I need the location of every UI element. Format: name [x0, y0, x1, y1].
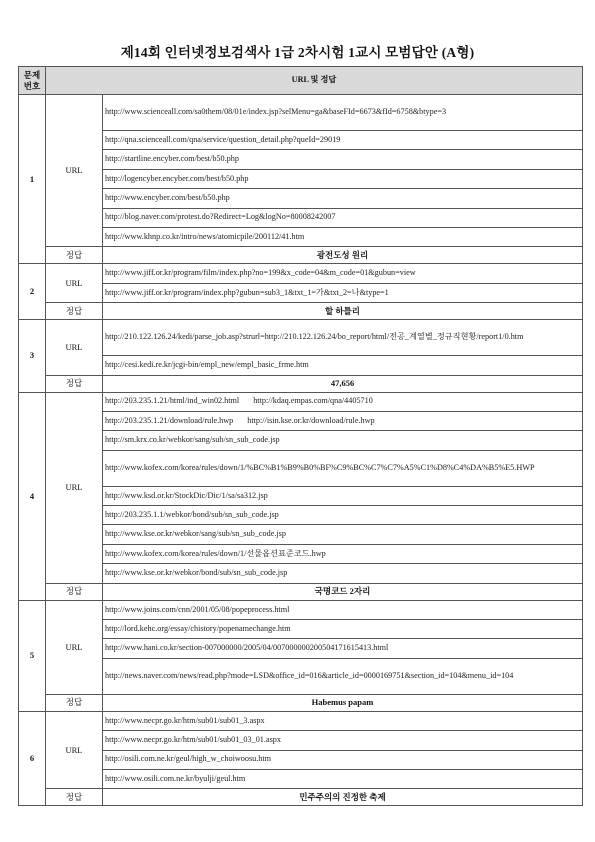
answer-label: 정답: [46, 375, 103, 392]
url-link[interactable]: http://www.jiff.or.kr/program/film/index.php?no=199&x_code=04&m_code=01&gubun=view: [103, 264, 583, 283]
table-row: [19, 544, 583, 563]
answer-row: [19, 303, 583, 320]
url-link[interactable]: http://www.joins.com/cnn/2001/05/08/popeprocess.html: [103, 600, 583, 619]
question-number-header: 문제 번호: [19, 67, 46, 95]
table-row: [19, 189, 583, 208]
url-link[interactable]: http://203.235.1.21/html/ind_win02.html: [105, 396, 240, 406]
url-link[interactable]: http://kdaq.empas.com/qna/4405710: [253, 396, 373, 406]
url-link[interactable]: http://blog.naver.com/protest.do?Redirect=Log&logNo=80008242007: [103, 208, 583, 227]
table-row: [19, 750, 583, 769]
table-row: [19, 600, 583, 619]
url-link[interactable]: http://cesi.kedi.re.kr/jcgi-bin/empl_new/empl_basic_frme.htm: [103, 356, 583, 375]
answer-value: 국명코드 2자리: [103, 583, 583, 600]
url-link[interactable]: http://sm.krx.co.kr/webkor/sang/sub/sn_sub_code.jsp: [103, 431, 583, 450]
question-number: 6: [19, 711, 46, 806]
table-row: [19, 356, 583, 375]
url-link[interactable]: http://www.khnp.co.kr/intro/news/atomicpile/200112/41.htm: [103, 227, 583, 246]
question-number: 4: [19, 392, 46, 600]
url-link[interactable]: http://www.necpr.go.kr/htm/sub01/sub01_03_01.aspx: [103, 731, 583, 750]
answer-value: 할 하틀리: [103, 303, 583, 320]
question-number: 1: [19, 95, 46, 264]
table-row: [19, 320, 583, 356]
table-row: [19, 486, 583, 505]
url-link[interactable]: http://news.naver.com/news/read.php?mode=LSD&office_id=016&article_id=0000169751&section_id=104&menu_id=104: [103, 658, 583, 694]
answer-row: [19, 375, 583, 392]
table-row: [19, 506, 583, 525]
answer-label: 정답: [46, 247, 103, 264]
answer-value: 민주주의의 진정한 축제: [103, 789, 583, 806]
url-label: URL: [46, 711, 103, 789]
answer-value: Habemus papam: [103, 694, 583, 711]
url-link[interactable]: http://lord.kehc.org/essay/chistory/popenamechange.htm: [103, 620, 583, 639]
url-link[interactable]: http://www.jiff.or.kr/program/index.php?gubun=sub3_1&txt_1=가&txt_2=나&type=1: [103, 283, 583, 302]
table-row: [19, 411, 583, 430]
answer-label: 정답: [46, 583, 103, 600]
url-pair: [103, 392, 583, 411]
url-link[interactable]: http://startline.encyber.com/best/b50.php: [103, 150, 583, 169]
table-row: [19, 564, 583, 583]
table-row: [19, 525, 583, 544]
answer-row: [19, 583, 583, 600]
table-row: [19, 264, 583, 283]
url-label: URL: [46, 95, 103, 247]
url-link[interactable]: http://www.hani.co.kr/section-007000000/2005/04/007000000200504171615413.html: [103, 639, 583, 658]
url-link[interactable]: http://qna.scienceall.com/qna/service/question_detail.php?queId=29019: [103, 131, 583, 150]
url-link[interactable]: http://www.osili.com.ne.kr/byulji/geul.htm: [103, 769, 583, 788]
table-row: [19, 131, 583, 150]
url-link[interactable]: http://www.encyber.com/best/b50.php: [103, 189, 583, 208]
url-link[interactable]: http://203.235.1.21/download/rule.hwp: [105, 415, 234, 425]
table-row: [19, 150, 583, 169]
url-label: URL: [46, 320, 103, 375]
url-link[interactable]: http://203.235.1.1/webkor/bond/sub/sn_sub_code.jsp: [103, 506, 583, 525]
answer-label: 정답: [46, 789, 103, 806]
table-row: [19, 450, 583, 486]
url-label: URL: [46, 600, 103, 694]
question-number: 3: [19, 320, 46, 392]
url-link[interactable]: http://www.kse.or.kr/webkor/sang/sub/sn_sub_code.jsp: [103, 525, 583, 544]
question-number: 5: [19, 600, 46, 711]
table-row: [19, 620, 583, 639]
answer-row: [19, 247, 583, 264]
table-row: [19, 283, 583, 302]
page-title: 제14회 인터넷정보검색사 1급 2차시험 1교시 모범답안 (A형): [120, 45, 475, 60]
table-row: [19, 711, 583, 730]
url-answer-header: URL 및 정답: [46, 67, 583, 95]
answer-value: 47,656: [103, 375, 583, 392]
answer-value: 광전도성 원리: [103, 247, 583, 264]
answer-row: [19, 694, 583, 711]
table-row: [19, 731, 583, 750]
table-row: [19, 639, 583, 658]
table-row: [19, 227, 583, 246]
answer-row: [19, 789, 583, 806]
url-link[interactable]: http://www.necpr.go.kr/htm/sub01/sub01_3.aspx: [103, 711, 583, 730]
url-link[interactable]: http://logencyber.encyber.com/best/b50.php: [103, 169, 583, 188]
table-row: [19, 431, 583, 450]
url-link[interactable]: http://isin.kse.or.kr/download/rule.hwp: [247, 415, 375, 425]
answer-table: [18, 66, 583, 806]
url-label: URL: [46, 264, 103, 303]
table-row: [19, 169, 583, 188]
question-number: 2: [19, 264, 46, 320]
url-link[interactable]: http://www.scienceall.com/sa0them/08/01e/index.jsp?selMenu=ga&baseFId=6673&fId=6758&btype=3: [103, 95, 583, 131]
url-link[interactable]: http://www.kofex.com/korea/rules/down/1/선물옵션표준코드.hwp: [103, 544, 583, 563]
header-row: [19, 67, 583, 95]
url-pair: [103, 411, 583, 430]
url-link[interactable]: http://www.kofex.com/korea/rules/down/1/%BC%B1%B9%B0%BF%C9%BC%C7%C7%A5%C1%D8%C4%DA%B5%E5.HWP: [103, 450, 583, 486]
url-link[interactable]: http://210.122.126.24/kedi/parse_job.asp?strurl=http://210.122.126.24/bo_report/html/전공_계열별_정규직현황/report1/0.htm: [103, 320, 583, 356]
url-link[interactable]: http://osili.com.ne.kr/geul/high_w_choiwoosu.htm: [103, 750, 583, 769]
url-link[interactable]: http://www.ksd.or.kr/StockDic/Dic/1/sa/sa312.jsp: [103, 486, 583, 505]
table-row: [19, 392, 583, 411]
answer-label: 정답: [46, 694, 103, 711]
table-row: [19, 208, 583, 227]
table-row: [19, 658, 583, 694]
table-row: [19, 95, 583, 131]
url-label: URL: [46, 392, 103, 583]
table-row: [19, 769, 583, 788]
answer-label: 정답: [46, 303, 103, 320]
url-link[interactable]: http://www.kse.or.kr/webkor/bond/sub/sn_sub_code.jsp: [103, 564, 583, 583]
